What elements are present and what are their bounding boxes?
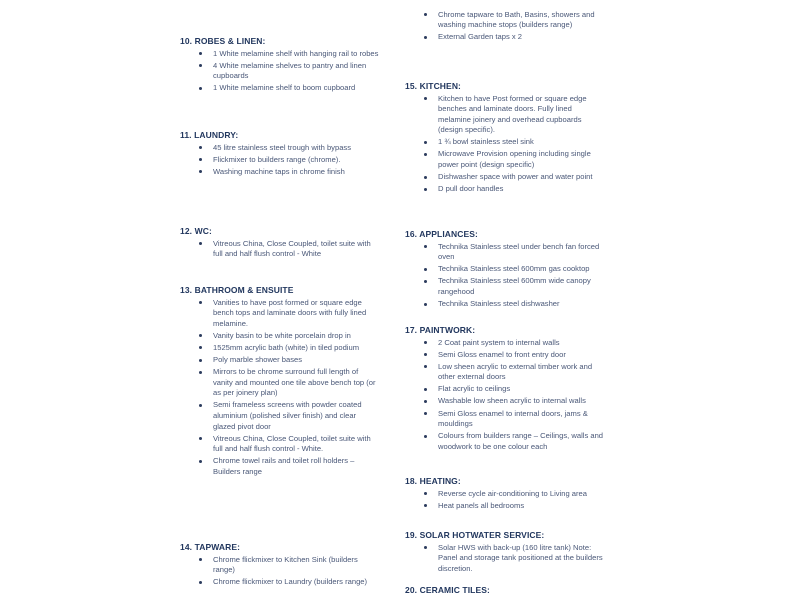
list-item: Kitchen to have Post formed or square edge benches and laminate doors. Fully lined melamine joinery and overhead cupboards (design specific).: [405, 94, 605, 136]
list-item: 1 White melamine shelf to boom cupboard: [180, 83, 380, 94]
list-item: Vitreous China, Close Coupled, toilet suite with full and half flush control - White.: [180, 434, 380, 455]
list-item: Vanity basin to be white porcelain drop in: [180, 331, 380, 342]
section-solar-hotwater: [405, 530, 605, 574]
section-robes-linen: [180, 36, 380, 94]
list-item: Heat panels all bedrooms: [405, 501, 605, 512]
list-item: Semi Gloss enamel to internal doors, jams & mouldings: [405, 409, 605, 430]
section-heating: [405, 476, 605, 511]
bullet-list: [180, 298, 380, 478]
section-tapware-continued: [405, 8, 605, 43]
list-item: D pull door handles: [405, 184, 605, 195]
bullet-list: [405, 10, 605, 43]
list-item: Flickmixer to builders range (chrome).: [180, 155, 380, 166]
section-ceramic-tiles: [405, 585, 605, 596]
section-title: 17. PAINTWORK:: [405, 325, 476, 335]
section-bathroom-ensuite: [180, 285, 380, 478]
section-paintwork: [405, 325, 605, 452]
list-item: Washable low sheen acrylic to internal walls: [405, 396, 605, 407]
list-item: Reverse cycle air-conditioning to Living area: [405, 489, 605, 500]
list-item: Flat acrylic to ceilings: [405, 384, 605, 395]
list-item: Technika Stainless steel 600mm wide canopy rangehood: [405, 276, 605, 297]
list-item: Semi Gloss enamel to front entry door: [405, 350, 605, 361]
list-item: 2 Coat paint system to internal walls: [405, 338, 605, 349]
section-title: 14. TAPWARE:: [180, 542, 241, 552]
list-item: Technika Stainless steel dishwasher: [405, 299, 605, 310]
bullet-list: [405, 489, 605, 512]
bullet-list: [405, 94, 605, 195]
list-item: 1 ¾ bowl stainless steel sink: [405, 137, 605, 148]
list-item: Microwave Provision opening including single power point (design specific): [405, 149, 605, 170]
list-item: Low sheen acrylic to external timber work and other external doors: [405, 362, 605, 383]
list-item: Vitreous China, Close Coupled, toilet suite with full and half flush control - White: [180, 239, 380, 260]
bullet-list: [180, 143, 380, 178]
list-item: Colours from builders range – Ceilings, walls and woodwork to be one colour each: [405, 431, 605, 452]
section-wc: [180, 226, 380, 260]
section-appliances: [405, 229, 605, 310]
list-item: 1525mm acrylic bath (white) in tiled podium: [180, 343, 380, 354]
list-item: Solar HWS with back-up (160 litre tank) Note: Panel and storage tank positioned at the builders discretion.: [405, 543, 605, 575]
list-item: Chrome flickmixer to Laundry (builders range): [180, 577, 380, 588]
list-item: 4 White melamine shelves to pantry and linen cupboards: [180, 61, 380, 82]
section-title: 10. ROBES & LINEN:: [180, 36, 266, 46]
section-title: 11. LAUNDRY:: [180, 130, 239, 140]
bullet-list: [405, 242, 605, 310]
section-tapware: [180, 542, 380, 588]
section-title: 12. WC:: [180, 226, 212, 236]
list-item: Technika Stainless steel 600mm gas cooktop: [405, 264, 605, 275]
section-title: 19. SOLAR HOTWATER SERVICE:: [405, 530, 545, 540]
list-item: Vanities to have post formed or square edge bench tops and laminate doors with fully lined melamine.: [180, 298, 380, 330]
section-title: 16. APPLIANCES:: [405, 229, 478, 239]
list-item: Semi frameless screens with powder coated aluminium (polished silver finish) and clear glazed pivot door: [180, 400, 380, 432]
list-item: 45 litre stainless steel trough with bypass: [180, 143, 380, 154]
list-item: Mirrors to be chrome surround full length of vanity and mounted one tile above bench top (or as per joinery plan): [180, 367, 380, 399]
bullet-list: [180, 555, 380, 588]
section-title: 13. BATHROOM & ENSUITE: [180, 285, 294, 295]
bullet-list: [405, 543, 605, 575]
section-title: 20. CERAMIC TILES:: [405, 585, 490, 595]
list-item: Technika Stainless steel under bench fan forced oven: [405, 242, 605, 263]
list-item: Dishwasher space with power and water point: [405, 172, 605, 183]
bullet-list: [405, 338, 605, 453]
section-kitchen: [405, 81, 605, 195]
list-item: Washing machine taps in chrome finish: [180, 167, 380, 178]
list-item: Poly marble shower bases: [180, 355, 380, 366]
bullet-list: [180, 49, 380, 94]
section-title: 18. HEATING:: [405, 476, 461, 486]
list-item: Chrome flickmixer to Kitchen Sink (builders range): [180, 555, 380, 576]
section-laundry: [180, 130, 380, 177]
section-title: 15. KITCHEN:: [405, 81, 461, 91]
bullet-list: [180, 239, 380, 260]
list-item: External Garden taps x 2: [405, 32, 605, 43]
list-item: Chrome towel rails and toilet roll holders – Builders range: [180, 456, 380, 477]
list-item: Chrome tapware to Bath, Basins, showers and washing machine stops (builders range): [405, 10, 605, 31]
list-item: 1 White melamine shelf with hanging rail to robes: [180, 49, 380, 60]
